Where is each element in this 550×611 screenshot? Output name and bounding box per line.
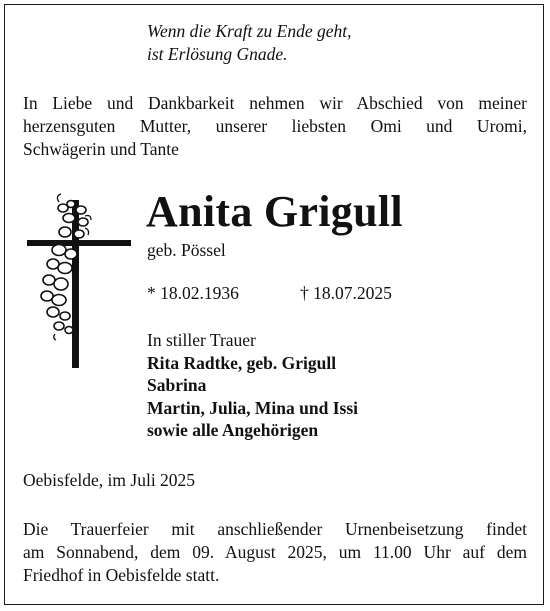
mourner-name: Rita Radtke, geb. Grigull [147,352,337,373]
service-line-3: Friedhof in Oebisfelde statt. [23,565,220,585]
deceased-name: Anita Grigull [146,187,403,236]
intro-line-1: In Liebe und Dankbarkeit nehmen wir Abschied von meiner [23,93,527,113]
motto [147,20,467,66]
mourners-lead: In stiller Trauer [147,330,256,350]
birth-name: geb. Pössel [147,240,226,260]
motto-line-2: ist Erlösung Gnade. [147,44,288,64]
motto-line-1: Wenn die Kraft zu Ende geht, [147,21,352,41]
mourner-name: Martin, Julia, Mina und Issi [147,397,359,418]
service-line-2: am Sonnabend, dem 09. August 2025, um 11.00 Uhr auf dem [23,542,527,562]
cross-with-flowers-icon [25,188,133,368]
death-date: † 18.07.2025 [300,283,392,303]
mourner-name: Sabrina [147,375,207,395]
mourners-block [147,329,477,442]
intro-text [23,92,527,161]
mourner-name: sowie alle Angehörigen [147,420,319,440]
intro-line-2: herzensguten Mutter, unserer liebsten Omi und Uromi, [23,116,527,136]
birth-date: * 18.02.1936 [147,283,239,303]
intro-line-3: Schwägerin und Tante [23,139,179,159]
place-date: Oebisfelde, im Juli 2025 [23,470,196,490]
service-line-1: Die Trauerfeier mit anschließender Urnenbeisetzung findet [23,519,527,539]
service-info [23,518,527,587]
